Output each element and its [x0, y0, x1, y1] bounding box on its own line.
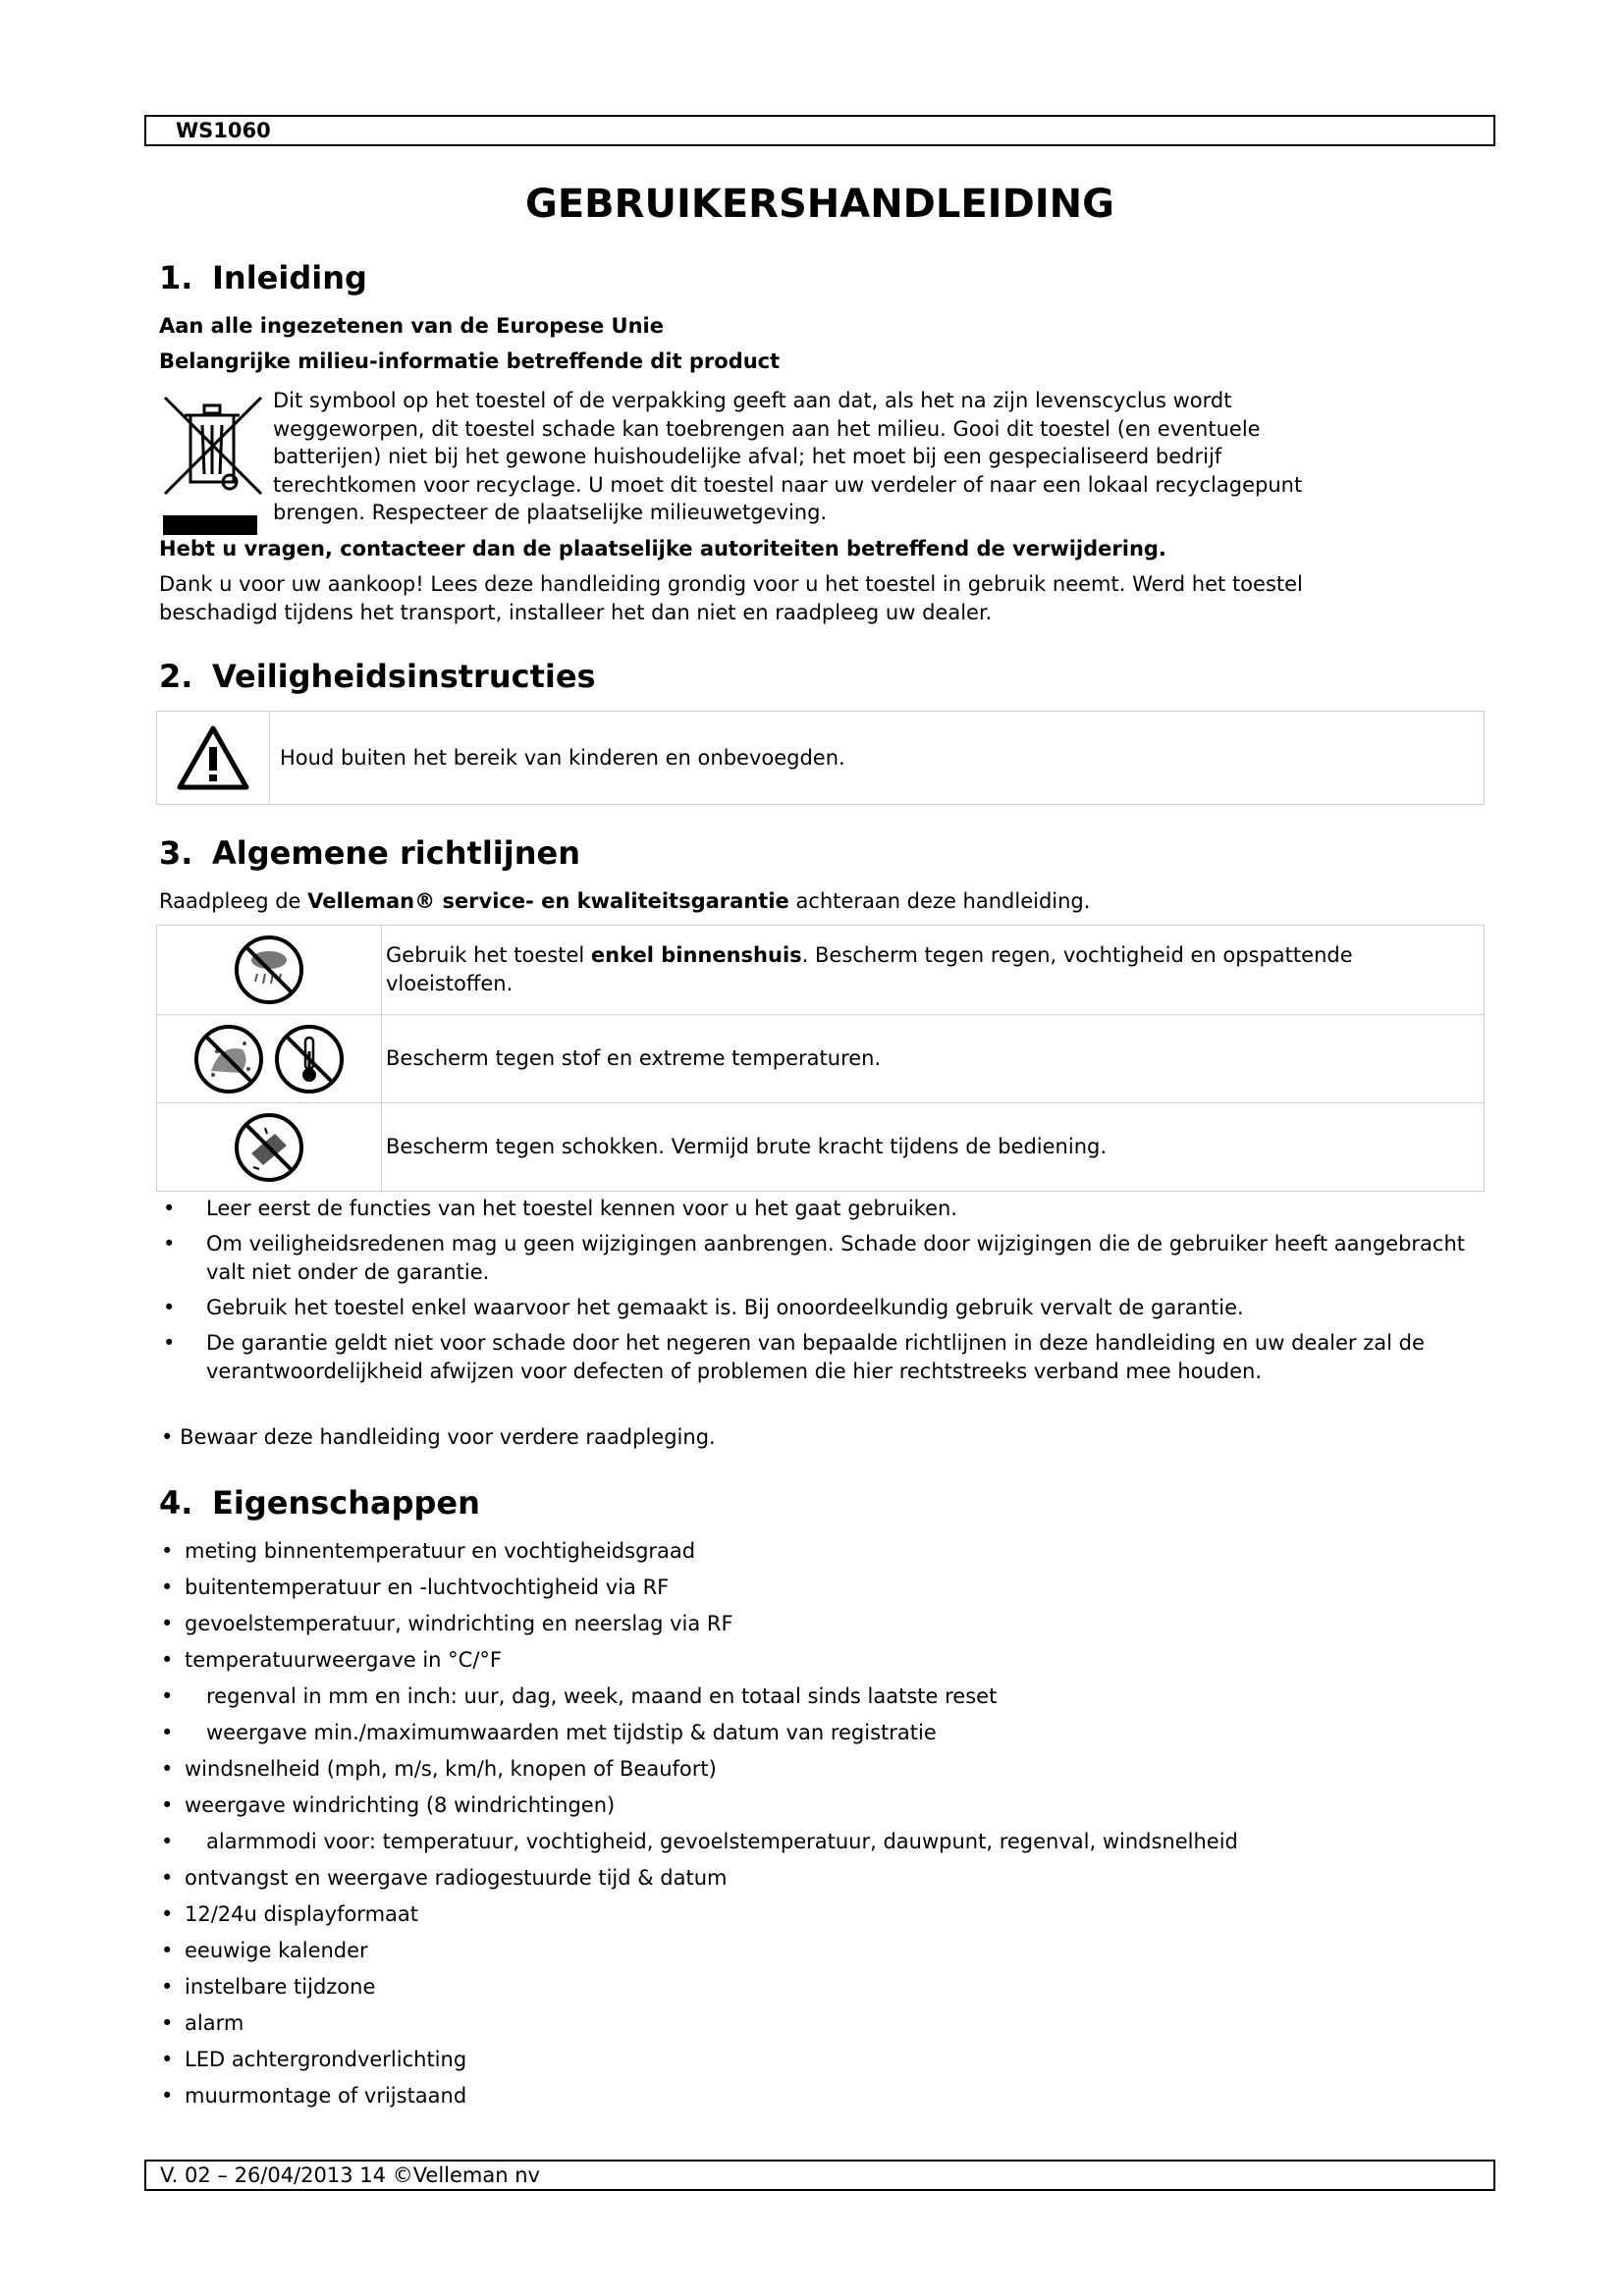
- list-item: • Leer eerst de functies van het toestel kennen voor u het gaat gebruiken.: [163, 1197, 957, 1220]
- guidelines-table: [156, 925, 1485, 1192]
- no-shock-icon: [232, 1110, 306, 1185]
- thanks-paragraph: Dank u voor uw aankoop! Lees deze handleiding grondig voor u het toestel in gebruik neemt. Werd het toestel beschadigd tijdens het transport, installeer het dan niet en raadpleeg uw dealer.: [159, 572, 1303, 624]
- list-item: • temperatuurweergave in °C/°F: [161, 1648, 502, 1672]
- header-model: WS1060: [144, 115, 1495, 146]
- weee-paragraph: Dit symbool op het toestel of de verpakking geeft aan dat, als het na zijn levenscyclus wordt weggeworpen, dit toestel schade kan toebrengen aan het milieu. Gooi dit toestel (en eventuele batterijen) niet bij het gewone huishoudelijke afval; het moet bij een gespecialiseerd bedrijf terechtkomen voor recyclage. U moet dit toestel naar uw verdeler of naar een lokaal recyclagepunt brengen. Respecteer de plaatselijke milieuwetgeving.: [273, 389, 1303, 524]
- list-item: • buitentemperatuur en -luchtvochtigheid via RF: [161, 1575, 670, 1599]
- list-item: • Gebruik het toestel enkel waarvoor het gemaakt is. Bij onoordeelkundig gebruik vervalt de garantie.: [163, 1296, 1244, 1319]
- general-guidelines-list: [159, 1195, 1475, 1393]
- list-item: • windsnelheid (mph, m/s, km/h, knopen of Beaufort): [161, 1757, 717, 1781]
- list-item: • eeuwige kalender: [161, 1939, 368, 1962]
- document-title: GEBRUIKERSHANDLEIDING: [525, 182, 1114, 227]
- section-4-heading: 4. Eigenschappen: [159, 1484, 480, 1522]
- warning-triangle-icon: [176, 723, 250, 792]
- list-item: • weergave min./maximumwaarden met tijdstip & datum van registratie: [161, 1721, 937, 1744]
- list-item: • Om veiligheidsredenen mag u geen wijzigingen aanbrengen. Schade door wijzigingen die de gebruiker heeft aangebracht valt niet onder de garantie.: [163, 1232, 1466, 1284]
- section-3-heading: 3. Algemene richtlijnen: [159, 834, 580, 872]
- guarantee-intro: Raadpleeg de Velleman® service- en kwaliteitsgarantie achteraan deze handleiding.: [159, 889, 1091, 913]
- list-item: • gevoelstemperatuur, windrichting en neerslag via RF: [161, 1612, 733, 1635]
- list-item: • muurmontage of vrijstaand: [161, 2084, 467, 2108]
- safety-warning-text: Houd buiten het bereik van kinderen en onbevoegden.: [280, 746, 845, 770]
- guideline-row-dust-temp: [157, 1014, 1484, 1102]
- features-list: [159, 1537, 1435, 2118]
- guideline-dust-temp-text: Bescherm tegen stof en extreme temperaturen.: [386, 1046, 882, 1070]
- guideline-indoor-text: Gebruik het toestel enkel binnenshuis. Bescherm tegen regen, vochtigheid en opspattende vloeistoffen.: [386, 943, 1353, 995]
- footer-version: V. 02 – 26/04/2013 14 ©Velleman nv: [144, 2160, 1495, 2191]
- list-item: • weergave windrichting (8 windrichtingen): [161, 1793, 616, 1817]
- section-2-heading: 2. Veiligheidsinstructies: [159, 658, 596, 695]
- guideline-row-indoor: [157, 926, 1484, 1014]
- no-extreme-temperature-icon: [272, 1022, 347, 1096]
- guideline-shocks-text: Bescherm tegen schokken. Vermijd brute kracht tijdens de bediening.: [386, 1135, 1108, 1158]
- list-item: • ontvangst en weergave radiogestuurde tijd & datum: [161, 1866, 728, 1890]
- list-item: • LED achtergrondverlichting: [161, 2048, 467, 2071]
- guideline-row-shocks: [157, 1102, 1484, 1191]
- eu-residents-subheading: Aan alle ingezetenen van de Europese Unie: [159, 314, 664, 338]
- weee-bin-icon: [159, 390, 267, 539]
- environment-info-subheading: Belangrijke milieu-informatie betreffende dit product: [159, 349, 781, 373]
- no-rain-icon: [232, 933, 306, 1007]
- list-item: • alarm: [161, 2011, 244, 2035]
- keep-manual-bullet: • Bewaar deze handleiding voor verdere raadpleging.: [161, 1425, 716, 1449]
- list-item: • 12/24u displayformaat: [161, 1902, 419, 1926]
- no-dust-icon: [191, 1022, 266, 1096]
- list-item: • instelbare tijdzone: [161, 1975, 376, 1999]
- list-item: • alarmmodi voor: temperatuur, vochtigheid, gevoelstemperatuur, dauwpunt, regenval, windsnelheid: [161, 1830, 1238, 1853]
- section-1-heading: 1. Inleiding: [159, 259, 367, 296]
- safety-warning-box: [156, 711, 1485, 805]
- contact-authorities-text: Hebt u vragen, contacteer dan de plaatselijke autoriteiten betreffend de verwijdering.: [159, 537, 1166, 561]
- list-item: • meting binnentemperatuur en vochtigheidsgraad: [161, 1539, 696, 1563]
- list-item: • regenval in mm en inch: uur, dag, week, maand en totaal sinds laatste reset: [161, 1684, 998, 1708]
- list-item: • De garantie geldt niet voor schade door het negeren van bepaalde richtlijnen in deze handleiding en uw dealer zal de verantwoordelijkheid afwijzen voor defecten of problemen die hier rechtstreeks verband mee houden.: [163, 1331, 1425, 1383]
